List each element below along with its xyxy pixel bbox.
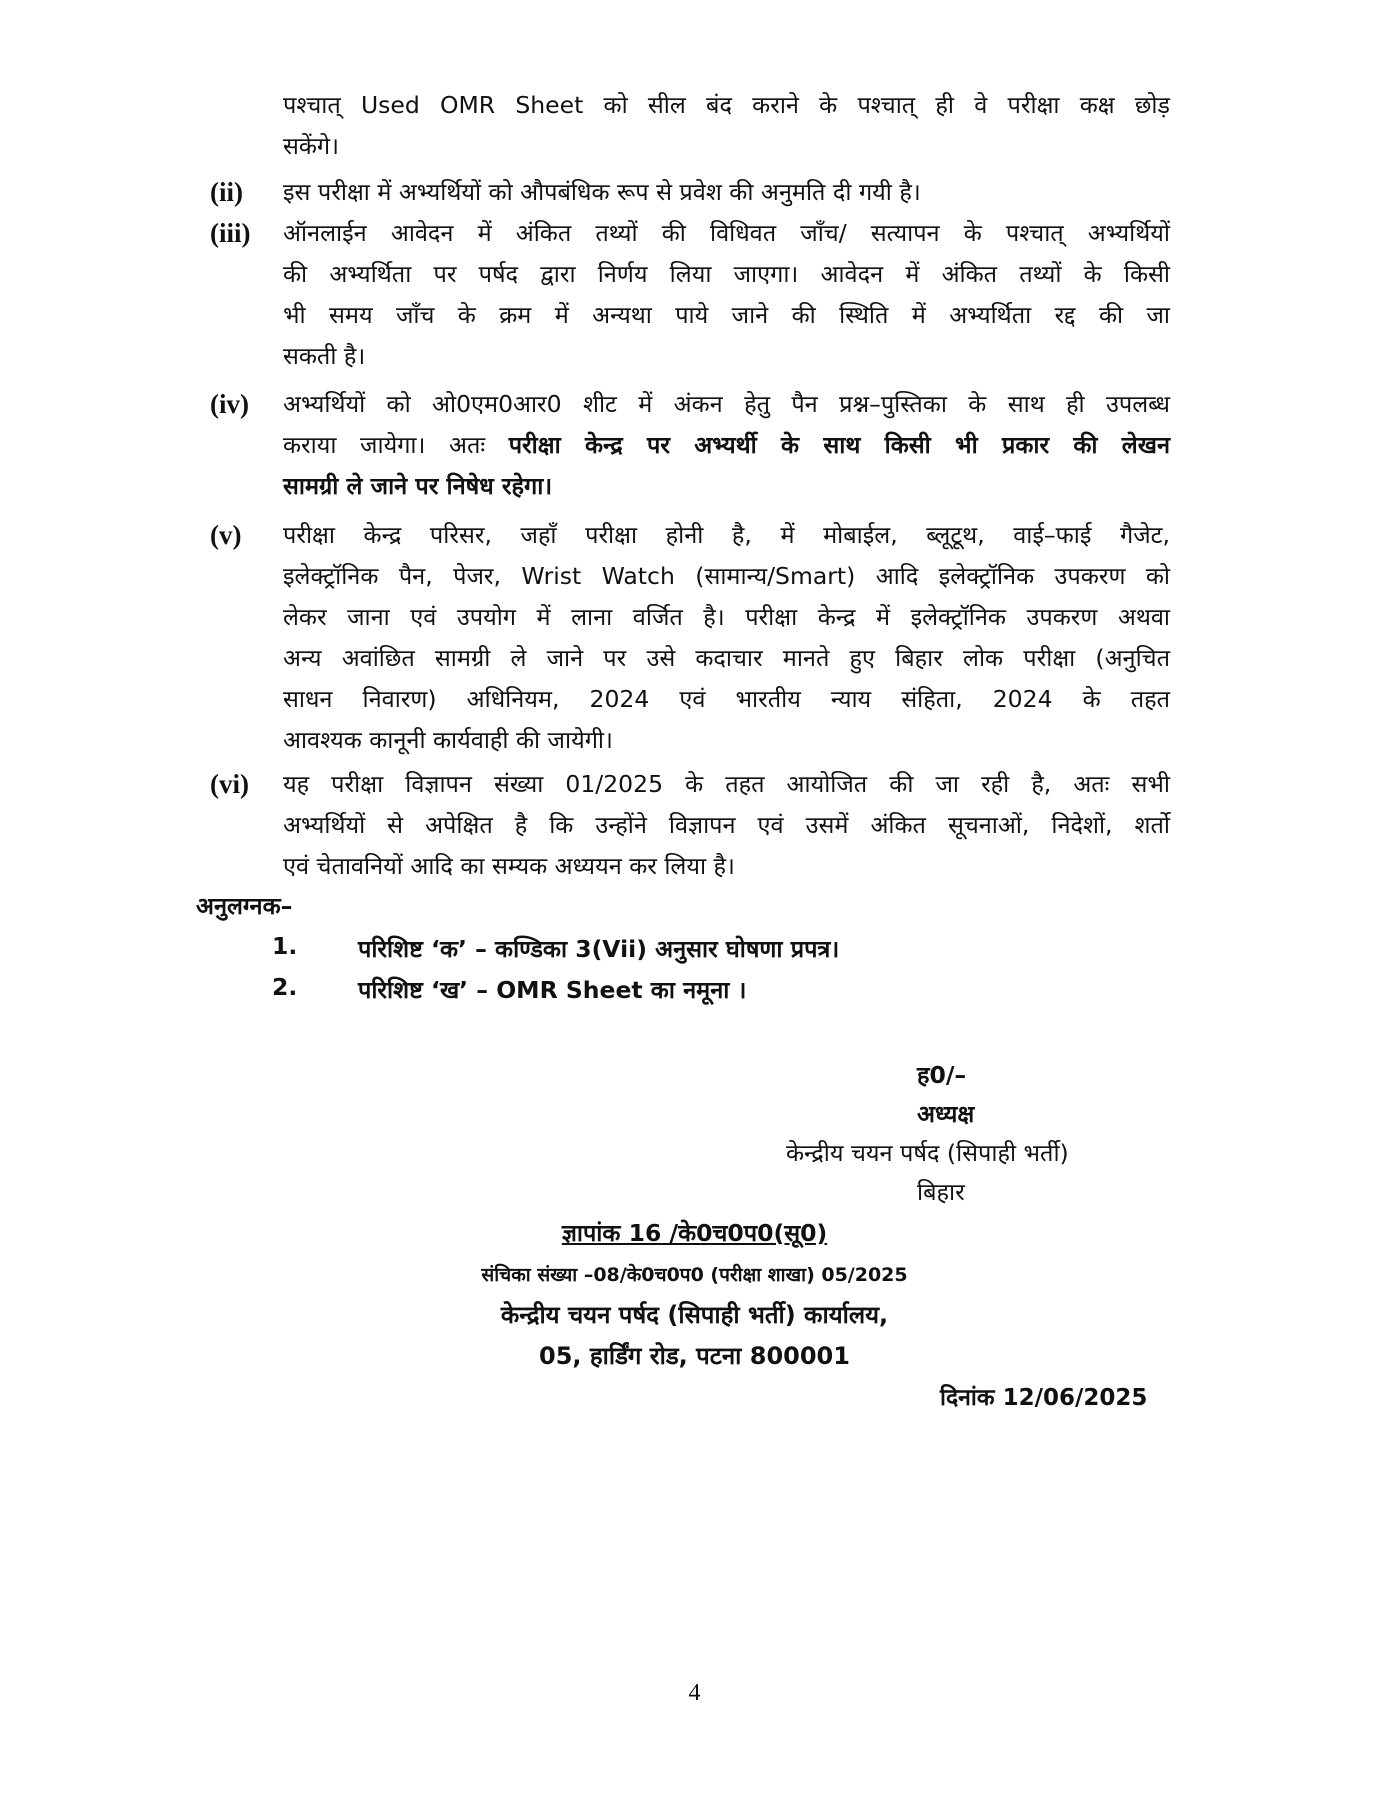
annexure-item: परिशिष्ट ‘ख’ – OMR Sheet का नमूना । xyxy=(358,976,747,1004)
signatory-state: बिहार xyxy=(917,1178,965,1206)
paragraph-line: एवं चेतावनियों आदि का सम्यक अध्ययन कर लिया है। xyxy=(283,852,735,880)
page-number: 4 xyxy=(688,1680,701,1706)
paragraph-line: ऑनलाईन आवेदन में अंकित तथ्यों की विधिवत जाँच/ सत्यापन के पश्चात् अभ्यर्थियों xyxy=(283,219,1170,247)
annexure-item: परिशिष्ट ‘क’ – कण्डिका 3(Vii) अनुसार घोषणा प्रपत्र। xyxy=(358,935,840,963)
paragraph-line: आवश्यक कानूनी कार्यवाही की जायेगी। xyxy=(283,726,613,754)
item-iv-paragraph xyxy=(283,384,1170,507)
annexure-number: 2. xyxy=(272,973,298,1001)
signed-mark: ह0/– xyxy=(917,1061,967,1089)
bold-warning-text: सामग्री ले जाने पर निषेध रहेगा। xyxy=(283,472,553,500)
item-ii-paragraph xyxy=(283,172,1170,213)
paragraph-line xyxy=(283,425,1170,466)
paragraph-line: अभ्यर्थियों से अपेक्षित है कि उन्होंने विज्ञापन एवं उसमें अंकित सूचनाओं, निदेशों, शर्तो xyxy=(283,811,1170,839)
paragraph-line: इलेक्ट्रॉनिक पैन, पेजर, Wrist Watch (सामान्य/Smart) आदि इलेक्ट्रॉनिक उपकरण को xyxy=(283,562,1170,590)
paragraph-line: परीक्षा केन्द्र परिसर, जहाँ परीक्षा होनी है, में मोबाईल, ब्लूटूथ, वाई–फाई गैजेट, xyxy=(283,521,1170,549)
memo-number: ज्ञापांक 16 /के0च0प0(सू0) xyxy=(561,1219,828,1247)
annexure-number: 1. xyxy=(272,932,298,960)
paragraph-line: इस परीक्षा में अभ्यर्थियों को औपबंधिक रूप से प्रवेश की अनुमति दी गयी है। xyxy=(283,178,921,206)
item-number-vi: (vi) xyxy=(210,769,249,799)
line-text: कराया जायेगा। अतः xyxy=(283,431,509,459)
paragraph-line: सकती है। xyxy=(283,342,366,370)
bold-warning-text: परीक्षा केन्द्र पर अभ्यर्थी के साथ किसी भी प्रकार की लेखन xyxy=(508,431,1170,459)
paragraph-line: अभ्यर्थियों को ओ0एम0आर0 शीट में अंकन हेतु पैन प्रश्न–पुस्तिका के साथ ही उपलब्ध xyxy=(283,390,1170,418)
file-number: संचिका संख्या –08/के0च0प0 (परीक्षा शाखा) 05/2025 xyxy=(481,1264,908,1286)
item-iii-paragraph xyxy=(283,213,1170,377)
office-address: 05, हार्डिंग रोड, पटना 800001 xyxy=(539,1342,850,1370)
item-vi-paragraph xyxy=(283,764,1170,887)
item-number-ii: (ii) xyxy=(210,177,243,207)
paragraph-line: लेकर जाना एवं उपयोग में लाना वर्जित है। परीक्षा केन्द्र में इलेक्ट्रॉनिक उपकरण अथवा xyxy=(283,603,1170,631)
signatory-designation: अध्यक्ष xyxy=(917,1100,975,1128)
paragraph-line: की अभ्यर्थिता पर पर्षद द्वारा निर्णय लिया जाएगा। आवेदन में अंकित तथ्यों के किसी xyxy=(283,260,1170,288)
issue-date: दिनांक 12/06/2025 xyxy=(940,1385,1148,1411)
paragraph-line: यह परीक्षा विज्ञापन संख्या 01/2025 के तहत आयोजित की जा रही है, अतः सभी xyxy=(283,770,1170,798)
item-number-iv: (iv) xyxy=(210,389,249,419)
paragraph-line: पश्चात् Used OMR Sheet को सील बंद कराने के पश्चात् ही वे परीक्षा कक्ष छोड़ xyxy=(283,91,1170,119)
paragraph-line: सकेंगे। xyxy=(283,132,340,160)
paragraph-line: अन्य अवांछित सामग्री ले जाने पर उसे कदाचार मानते हुए बिहार लोक परीक्षा (अनुचित xyxy=(283,644,1170,672)
paragraph-line: साधन निवारण) अधिनियम, 2024 एवं भारतीय न्याय संहिता, 2024 के तहत xyxy=(283,685,1170,713)
item-number-v: (v) xyxy=(210,520,242,550)
signatory-office: केन्द्रीय चयन पर्षद (सिपाही भर्ती) xyxy=(786,1139,1069,1167)
office-name: केन्द्रीय चयन पर्षद (सिपाही भर्ती) कार्यालय, xyxy=(500,1301,889,1329)
annexure-heading: अनुलग्नक– xyxy=(196,892,293,920)
paragraph-line: भी समय जाँच के क्रम में अन्यथा पाये जाने की स्थिति में अभ्यर्थिता रद्द की जा xyxy=(283,301,1170,329)
item-number-iii: (iii) xyxy=(210,218,251,248)
item-v-paragraph xyxy=(283,515,1170,761)
continuation-paragraph xyxy=(283,85,1170,167)
